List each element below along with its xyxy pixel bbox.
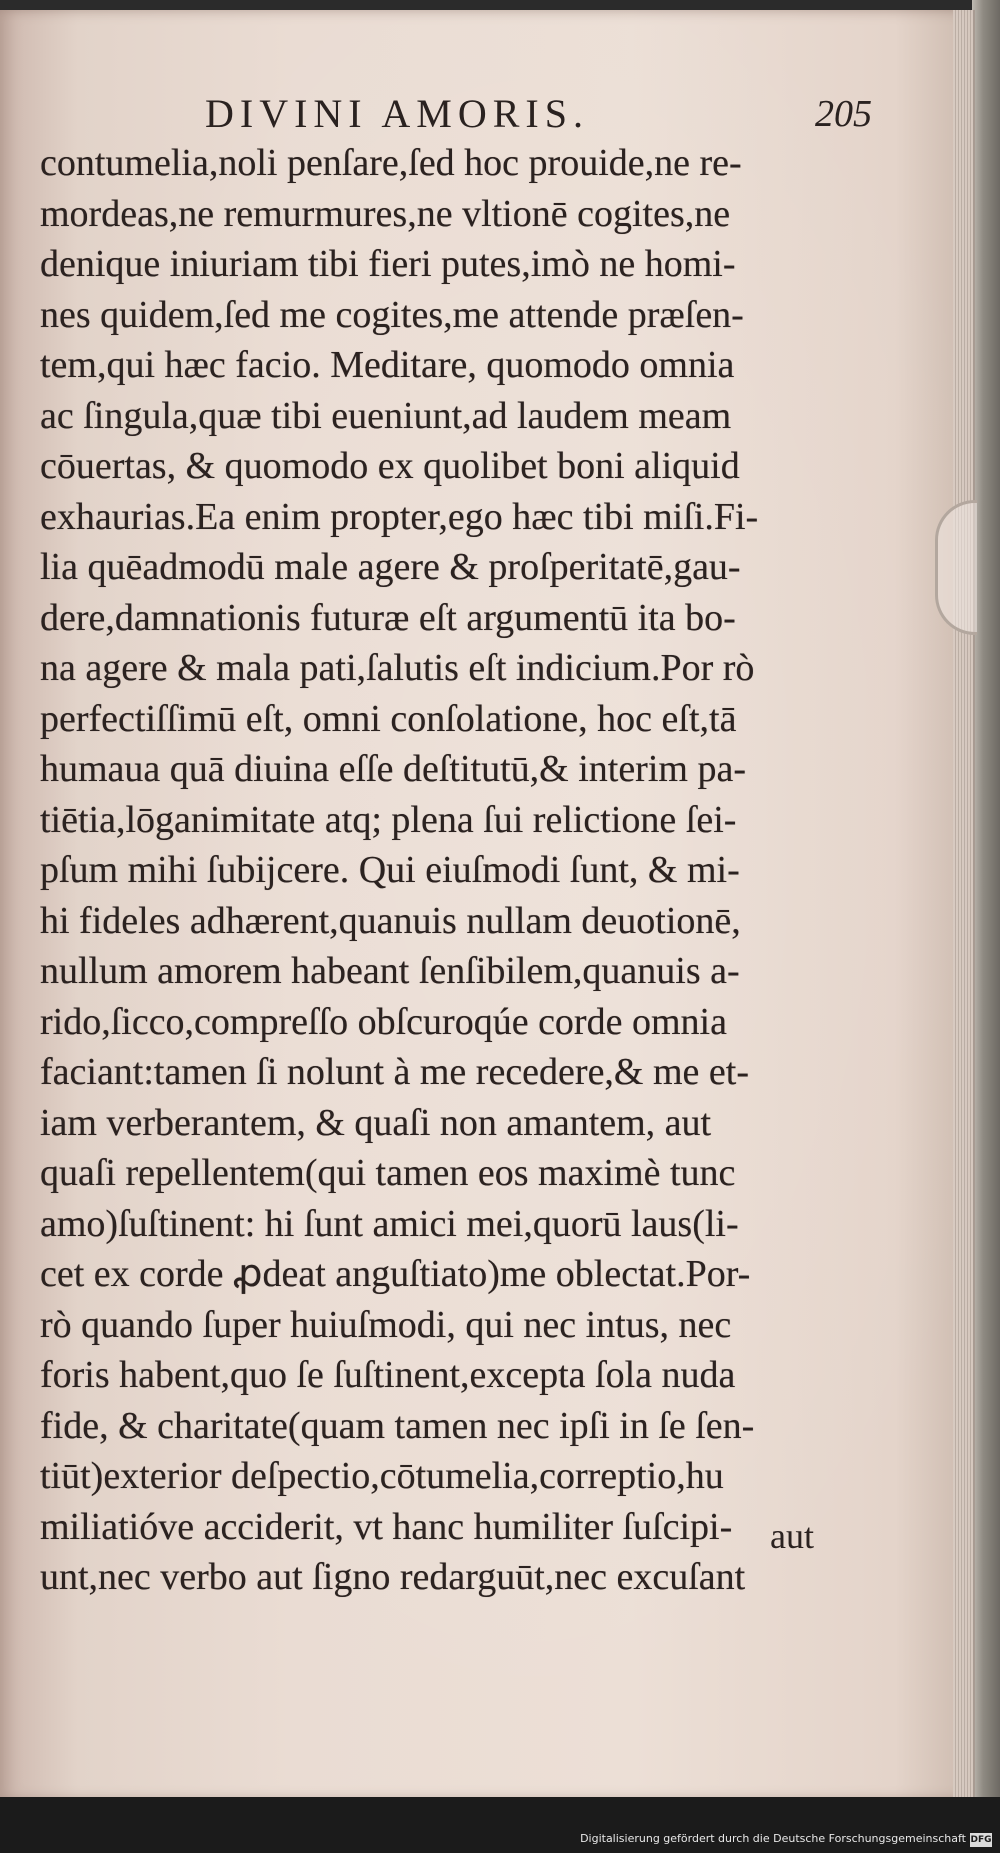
text-line: nes quidem,ſed me cogites,me attende præſen- — [40, 293, 744, 336]
running-title: DIVINI AMORIS. — [205, 91, 589, 136]
text-line: foris habent,quo ſe ſuſtinent,excepta ſola nuda — [40, 1354, 736, 1396]
text-line: hi fideles adhærent,quanuis nullam deuotionē, — [40, 899, 741, 942]
text-line: cōuertas, & quomodo ex quolibet boni aliquid — [40, 445, 740, 487]
text-line: tiētia,lōganimitate atq; plena ſui relictione ſei- — [40, 798, 737, 841]
scanner-frame-top — [0, 0, 1000, 10]
footer-credit: Digitalisierung gefördert durch die Deutsche Forschungsgemeinschaft — [580, 1832, 966, 1845]
clip-mark — [935, 500, 977, 635]
text-line: faciant:tamen ſi nolunt à me recedere,& me et- — [40, 1051, 749, 1093]
text-line: lia quēadmodū male agere & proſperitatē,gau- — [40, 546, 741, 588]
text-line: exhaurias.Ea enim propter,ego hæc tibi miſi.Fi- — [40, 495, 759, 538]
text-line: rò quando ſuper huiuſmodi, qui nec intus, nec — [40, 1303, 732, 1346]
text-line: ac ſingula,quæ tibi eueniunt,ad laudem meam — [40, 394, 732, 437]
scanner-frame-bottom — [0, 1797, 1000, 1853]
catchword: aut — [770, 1516, 814, 1556]
text-line: tiūt)exterior deſpectio,cōtumelia,correptio,hu — [40, 1455, 724, 1497]
text-line: dere,damnationis futuræ eſt argumentū ita bo- — [40, 596, 736, 639]
text-line: iam verberantem, & quaſi non amantem, aut — [40, 1101, 712, 1144]
body-text — [40, 138, 900, 1603]
page-number: 205 — [815, 93, 872, 135]
book-page — [0, 10, 975, 1800]
text-line: mordeas,ne remurmures,ne vltionē cogites,ne — [40, 192, 731, 235]
text-line: fide, & charitate(quam tamen nec ipſi in ſe ſen- — [40, 1404, 755, 1447]
text-line: perfectiſſimū eſt, omni conſolatione, hoc eſt,tā — [40, 697, 737, 740]
text-line: denique iniuriam tibi fieri putes,imò ne homi- — [40, 243, 736, 285]
text-line: pſum mihi ſubijcere. Qui eiuſmodi ſunt, & mi- — [40, 849, 740, 891]
text-line: quaſi repellentem(qui tamen eos maximè tunc — [40, 1152, 736, 1194]
text-line: cet ex corde ꝓdeat anguſtiato)me oblectat.Por- — [40, 1253, 751, 1295]
page-edges — [953, 10, 973, 1800]
dfg-logo: DFG — [970, 1835, 992, 1845]
text-line: humaua quā diuina eſſe deſtitutū,& interim pa- — [40, 748, 746, 790]
scanner-frame-right — [972, 0, 1000, 1853]
text-line: miliatióve acciderit, vt hanc humiliter ſuſcipi- — [40, 1505, 733, 1548]
text-line: nullum amorem habeant ſenſibilem,quanuis a- — [40, 950, 740, 992]
text-line: na agere & mala pati,ſalutis eſt indicium.Por rò — [40, 647, 755, 689]
text-line: amo)ſuſtinent: hi ſunt amici mei,quorū laus(li- — [40, 1202, 739, 1245]
text-line: tem,qui hæc facio. Meditare, quomodo omnia — [40, 344, 735, 386]
text-line: contumelia,noli penſare,ſed hoc prouide,ne re- — [40, 142, 742, 184]
text-line: rido,ſicco,compreſſo obſcuroqúe corde omnia — [40, 1000, 727, 1043]
text-line: unt,nec verbo aut ſigno redarguūt,nec excuſant — [40, 1556, 746, 1598]
